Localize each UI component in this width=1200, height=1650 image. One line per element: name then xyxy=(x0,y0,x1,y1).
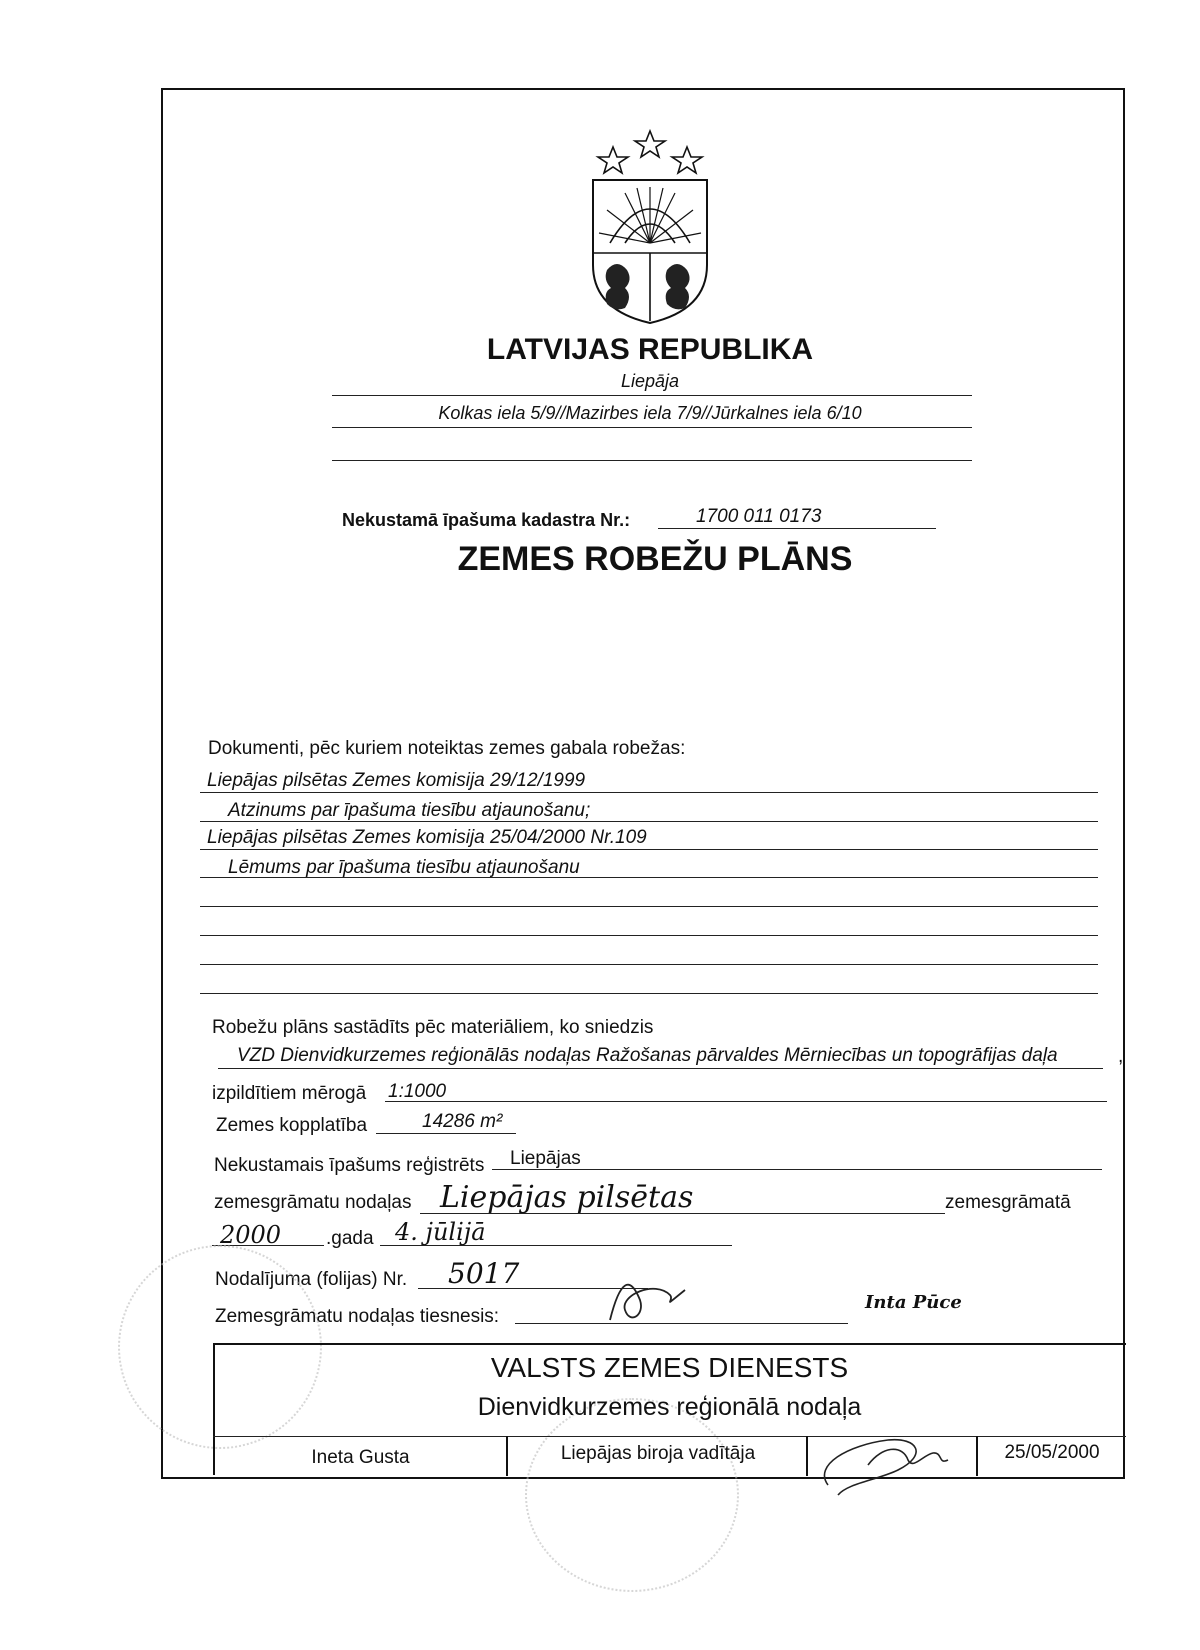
department-handwritten: Liepājas pilsētas xyxy=(440,1180,694,1215)
materials-comma: , xyxy=(1118,1046,1124,1067)
area-value: 14286 m² xyxy=(422,1111,503,1132)
documents-underline-8 xyxy=(200,993,1098,994)
footer-date: 25/05/2000 xyxy=(1004,1442,1100,1463)
city-underline xyxy=(332,395,972,396)
book-label: zemesgrāmatā xyxy=(945,1192,1071,1213)
footer-person: Ineta Gusta xyxy=(311,1447,410,1468)
documents-line-1: Liepājas pilsētas Zemes komisija 29/12/1999 xyxy=(207,770,586,791)
department-label: zemesgrāmatu nodaļas xyxy=(214,1192,412,1213)
judge-name: Inta Pūce xyxy=(865,1292,962,1313)
area-label: Zemes kopplatība xyxy=(216,1115,368,1136)
country-title: LATVIJAS REPUBLIKA xyxy=(486,333,814,366)
cadastre-underline xyxy=(658,528,936,529)
coat-of-arms-icon xyxy=(585,125,715,325)
department-underline xyxy=(420,1213,945,1214)
date-underline xyxy=(380,1245,732,1246)
address-text: Kolkas iela 5/9//Mazirbes iela 7/9//Jūrkalnes iela 6/10 xyxy=(438,403,862,423)
scale-label: izpildītiem mērogā xyxy=(212,1083,367,1104)
documents-underline-7 xyxy=(200,964,1098,965)
signature-icon xyxy=(808,1425,968,1505)
address-underline xyxy=(332,427,972,428)
documents-line-3: Liepājas pilsētas Zemes komisija 25/04/2000 Nr.109 xyxy=(207,827,647,848)
materials-provider: VZD Dienvidkurzemes reģionālās nodaļas Ražošanas pārvaldes Mērniecības un topogrāfijas daļa xyxy=(237,1045,1058,1066)
documents-line-4: Lēmums par īpašuma tiesību atjaunošanu xyxy=(228,857,580,878)
footer-signature xyxy=(808,1425,968,1510)
documents-underline-4 xyxy=(200,877,1098,878)
cadastre-number: 1700 011 0173 xyxy=(696,506,822,527)
date-handwritten: 4. jūlijā xyxy=(395,1218,486,1246)
section-handwritten: 5017 xyxy=(448,1257,520,1290)
city-name: Liepāja xyxy=(620,371,680,391)
documents-underline-5 xyxy=(200,906,1098,907)
cadastre-label: Nekustamā īpašuma kadastra Nr.: xyxy=(342,510,631,530)
document-title: ZEMES ROBEŽU PLĀNS xyxy=(457,540,853,578)
materials-underline xyxy=(218,1068,1103,1069)
documents-underline-6 xyxy=(200,935,1098,936)
year-handwritten: 2000 xyxy=(220,1221,282,1249)
year-label: .gada xyxy=(326,1228,374,1249)
blank-underline xyxy=(332,460,972,461)
scale-underline xyxy=(385,1101,1107,1102)
documents-underline-2 xyxy=(200,821,1098,822)
area-underline xyxy=(376,1133,516,1134)
documents-underline-3 xyxy=(200,849,1098,850)
footer-position: Liepājas biroja vadītāja xyxy=(560,1443,756,1464)
footer-branch: Dienvidkurzemes reģionālā nodaļa xyxy=(477,1393,862,1421)
registered-underline xyxy=(492,1169,1102,1170)
documents-underline-1 xyxy=(200,792,1098,793)
materials-label: Robežu plāns sastādīts pēc materiāliem, ko sniedzis xyxy=(212,1017,654,1038)
signature-icon xyxy=(600,1270,690,1330)
scale-value: 1:1000 xyxy=(388,1081,447,1102)
footer-org: VALSTS ZEMES DIENESTS xyxy=(490,1352,849,1383)
coat-of-arms xyxy=(585,125,715,325)
judge-signature xyxy=(600,1270,690,1335)
documents-label: Dokumenti, pēc kuriem noteiktas zemes gabala robežas: xyxy=(208,738,686,759)
judge-label: Zemesgrāmatu nodaļas tiesnesis: xyxy=(215,1306,500,1327)
section-label: Nodalījuma (folijas) Nr. xyxy=(215,1269,408,1290)
registered-value: Liepājas xyxy=(510,1148,581,1169)
registered-label: Nekustamais īpašums reģistrēts xyxy=(214,1155,485,1176)
documents-line-2: Atzinums par īpašuma tiesību atjaunošanu; xyxy=(228,800,591,821)
